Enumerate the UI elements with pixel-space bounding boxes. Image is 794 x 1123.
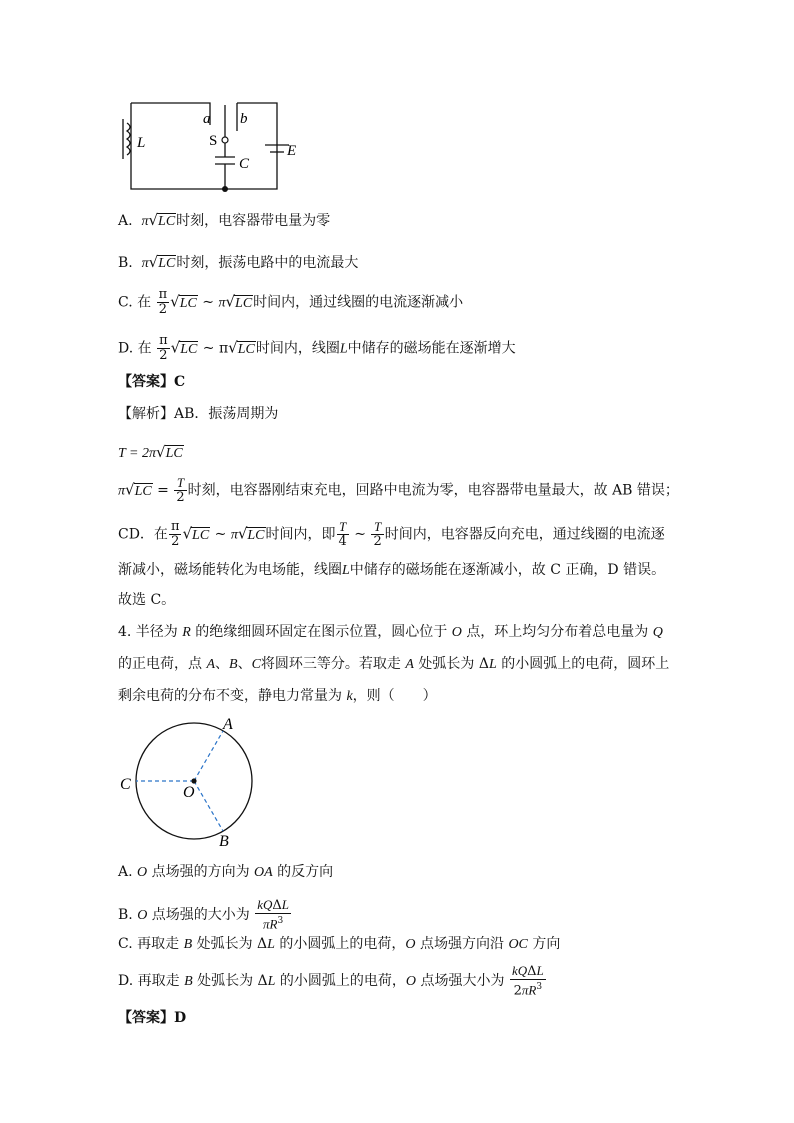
q3-analysis-head: 【解析】AB．振荡周期为: [118, 406, 279, 422]
switch-a-label: a: [203, 111, 211, 127]
q4-answer: 【答案】D: [118, 1010, 187, 1026]
q4-option-d: D. 再取走 B 处弧长为 ΔL 的小圆弧上的电荷，O 点场强大小为 $\frac{\text{kQΔL}}{2\pi R^3}$: [118, 963, 544, 999]
charged-ring-diagram: [115, 712, 275, 857]
switch-label: S: [209, 133, 218, 149]
q3-answer: 【答案】C: [118, 374, 186, 390]
point-a-label: A: [223, 716, 233, 733]
capacitor-label: C: [239, 156, 250, 172]
q3-option-d: D. 在 $\frac{\pi}{2}$ √LC ~ π√LC时间内，线圈L中储存的磁场能在逐渐增大: [118, 333, 516, 363]
inductor-label: L: [137, 135, 146, 151]
point-b-label: B: [219, 833, 229, 850]
q3-option-b: B. π√LC时刻，振荡电路中的电流最大: [118, 253, 359, 271]
q4-stem-line-2: 的正电荷，点 A、B、C将圆环三等分。若取走 A 处弧长为 ΔL 的小圆弧上的电荷，圆环上: [118, 656, 670, 672]
switch-b-label: b: [240, 111, 248, 127]
q3-conclusion: 故选 C。: [118, 592, 176, 608]
q4-option-b: B. O 点场强的大小为 $\frac{\text{kQΔL}}{\pi R^3}$: [118, 897, 290, 932]
battery-label: E: [287, 143, 297, 159]
q4-option-c: C. 再取走 B 处弧长为 ΔL 的小圆弧上的电荷，O 点场强方向沿 OC 方向: [118, 936, 561, 952]
q3-option-c: C. 在 $\frac{\pi}{2}$ √LC ~ π√LC时间内，通过线圈的电流逐渐减小: [118, 287, 464, 317]
q3-option-a: A. π√LC时刻，电容器带电量为零: [118, 211, 331, 229]
q3-analysis-cd: CD．在 $\frac{\pi}{2}$ √LC ~ π√LC时间内，即 $\frac{T}{4}$ ~ $\frac{T}{2}$ 时间内，电容器反向充电，通过线圈的电流逐: [118, 519, 665, 549]
q4-option-a: A. O 点场强的方向为 OA 的反方向: [118, 864, 334, 880]
q4-stem-line-1: 4. 半径为 R 的绝缘细圆环固定在图示位置，圆心位于 O 点，环上均匀分布着总电量为 Q: [118, 624, 663, 640]
lc-circuit-diagram: [115, 95, 315, 200]
center-o-label: O: [183, 784, 195, 801]
q3-analysis-cd-2: 渐减小，磁场能转化为电场能，线圈L中储存的磁场能在逐渐减小，故 C 正确，D 错误。: [118, 562, 666, 578]
q4-stem-line-3: 剩余电荷的分布不变，静电力常量为 k，则（ ）: [118, 688, 437, 704]
q3-analysis-ab: π√LC = $\frac{T}{2}$ 时刻，电容器刚结束充电，回路中电流为零，电容器带电量最大，故 AB 错误；: [118, 475, 679, 505]
q3-period-formula: T = 2π√LC: [118, 443, 183, 461]
point-c-label: C: [120, 776, 131, 793]
